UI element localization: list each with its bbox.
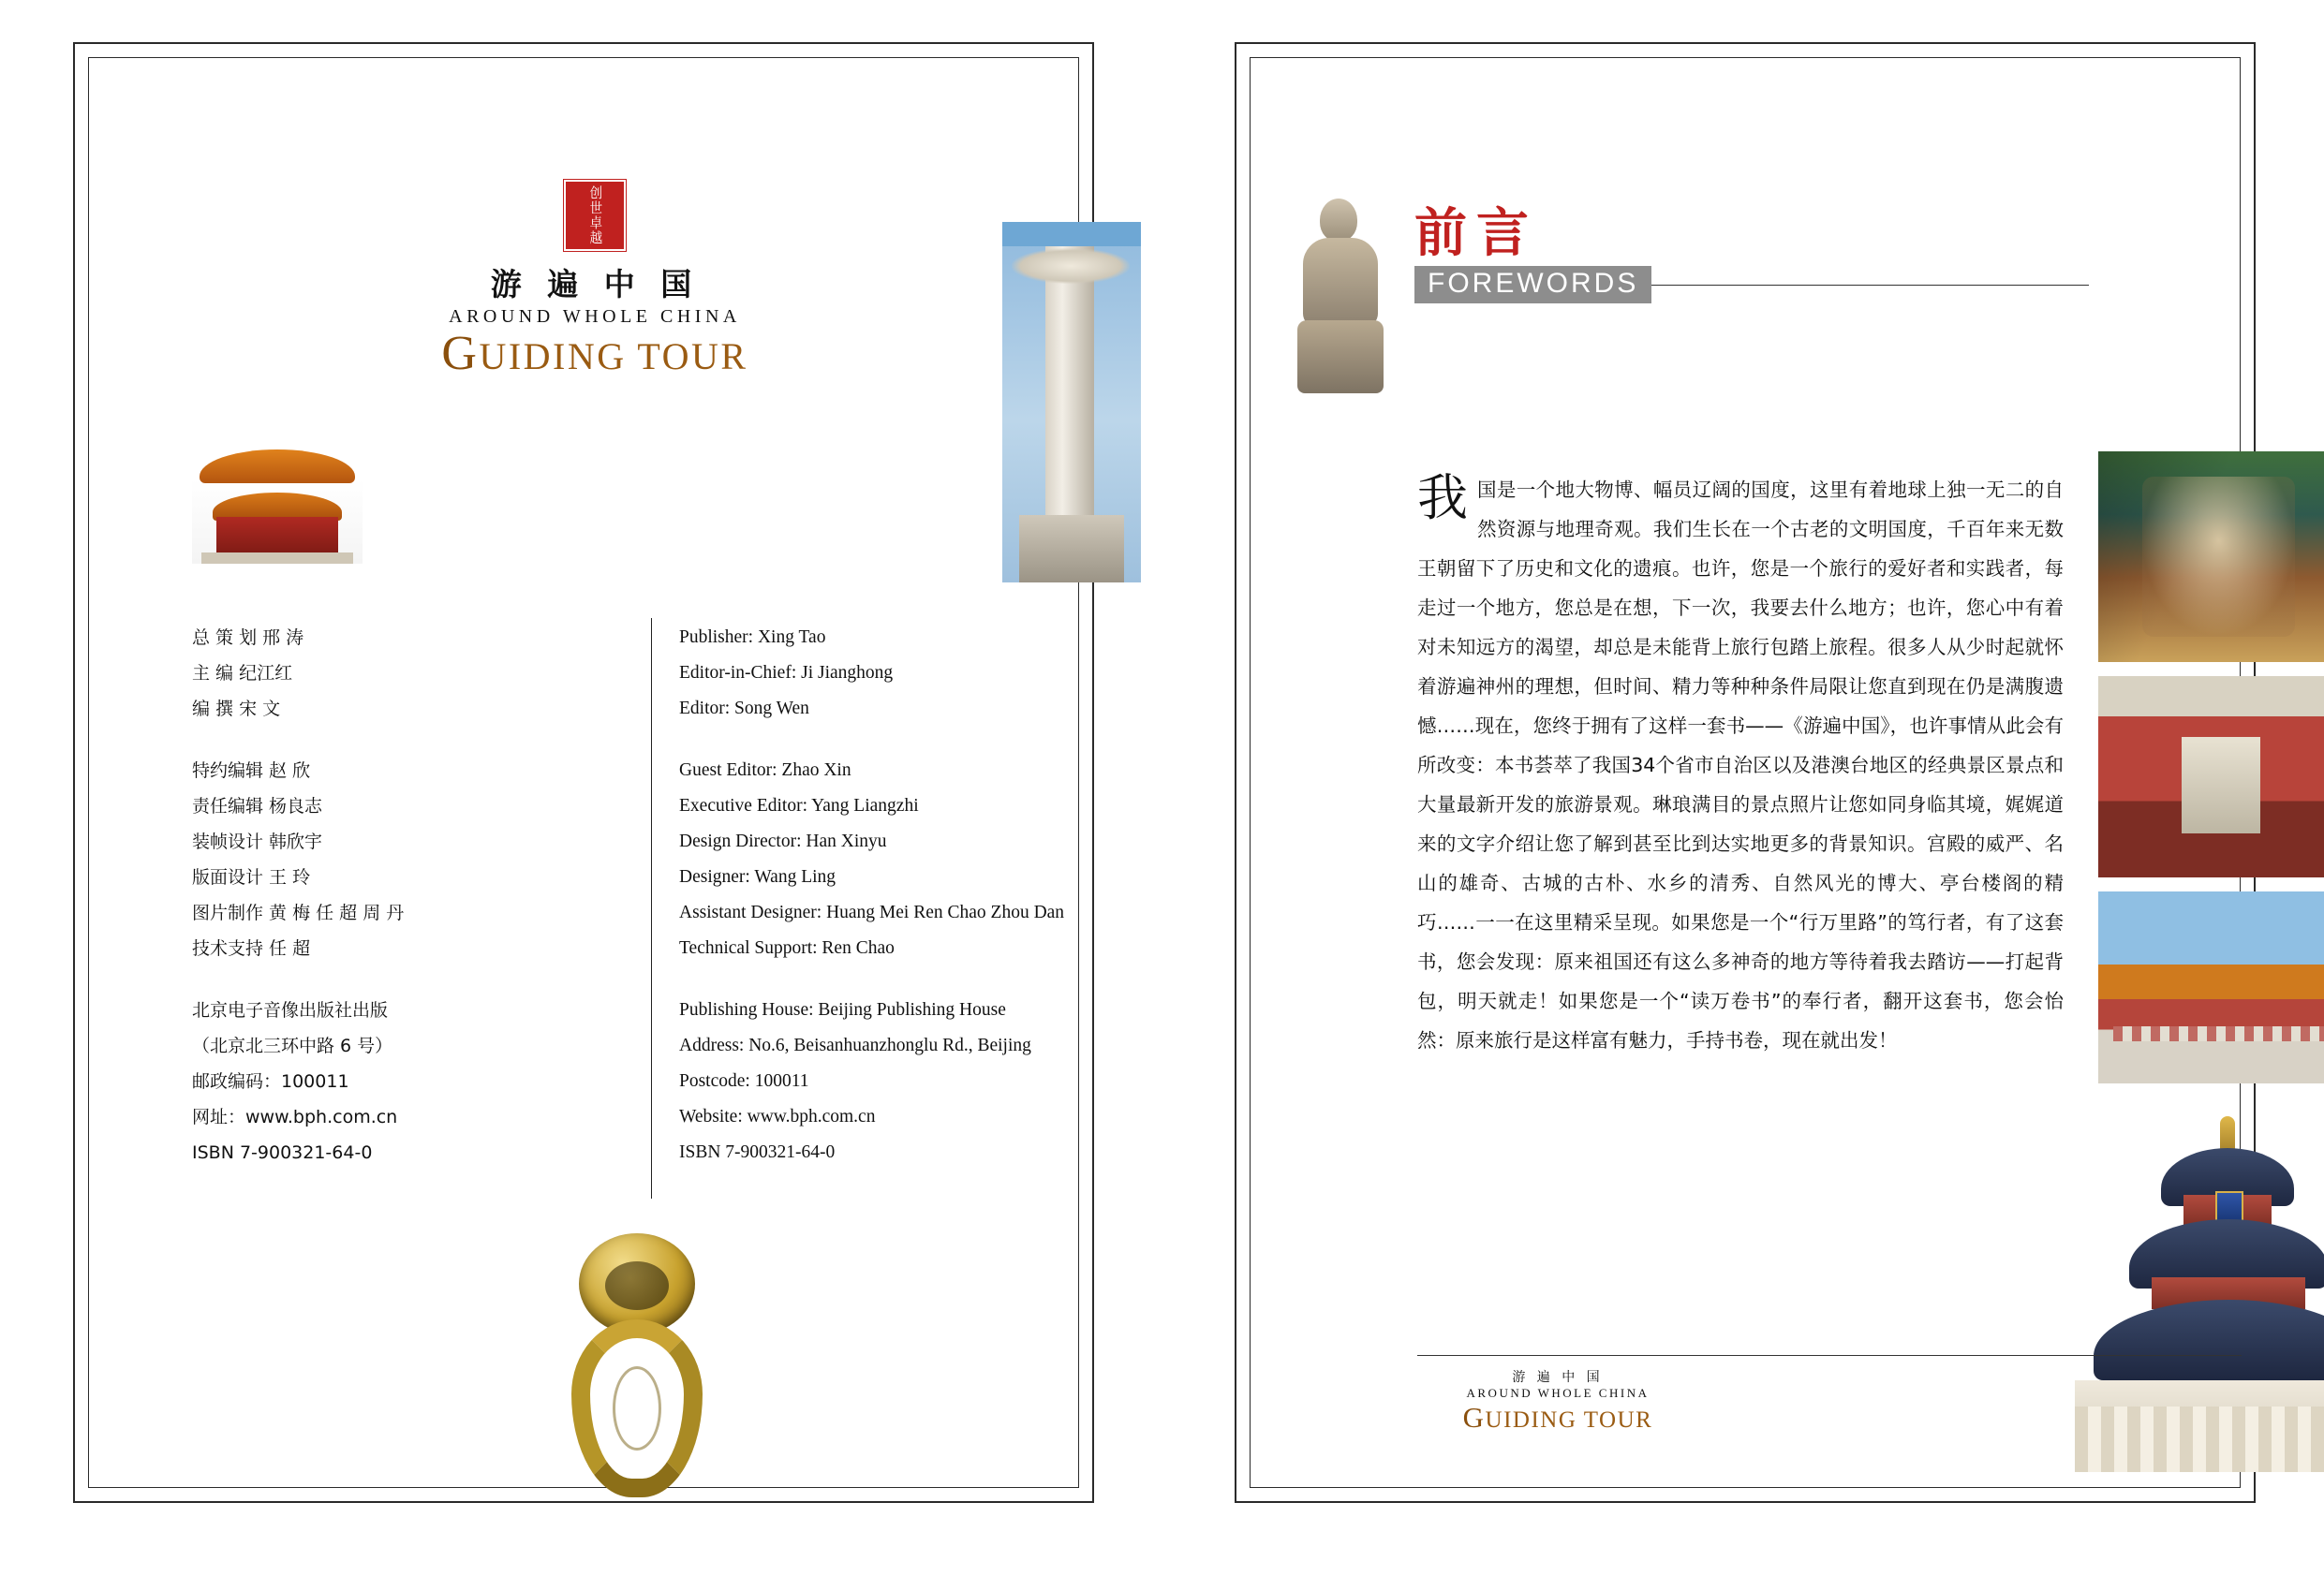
credits-block xyxy=(89,620,1078,1200)
toh-roof-bottom xyxy=(2094,1300,2324,1380)
credit-line: 装帧设计 韩欣宇 xyxy=(192,832,323,852)
credits-en-group-1 xyxy=(679,620,1119,727)
postcode-line: Postcode: 100011 xyxy=(679,1071,809,1091)
terracotta-warrior-photo xyxy=(1288,199,1391,395)
courtyard-photo xyxy=(2098,676,2324,877)
toh-terrace xyxy=(2075,1380,2324,1472)
credits-chinese-column xyxy=(192,620,595,1171)
publisher-line: 北京电子音像出版社出版 xyxy=(192,1000,389,1021)
temple-body xyxy=(216,517,338,556)
credit-line: Executive Editor: Yang Liangzhi xyxy=(679,796,919,816)
page-inner-border-right xyxy=(1250,57,2241,1488)
forewords-heading xyxy=(1414,203,2089,303)
page-inner-border xyxy=(88,57,1079,1488)
book-title-cn: 游 遍 中 国 xyxy=(490,266,700,302)
credit-line: Designer: Wang Ling xyxy=(679,867,836,887)
credit-line: Assistant Designer: Huang Mei Ren Chao Zhou Dan xyxy=(679,903,1065,922)
footer-title-cn: 游 遍 中 国 xyxy=(1512,1370,1604,1385)
footer-rule xyxy=(1417,1355,2242,1356)
credit-line: 总 策 划 邢 涛 xyxy=(192,627,304,648)
huabiao-pillar-photo xyxy=(1002,222,1141,582)
knocker-ring xyxy=(571,1319,703,1497)
temple-of-heaven-photo xyxy=(2075,1116,2324,1491)
mural-photo xyxy=(2098,451,2324,662)
heading-title-en: FOREWORDS xyxy=(1414,266,1651,303)
publisher-line: Publishing House: Beijing Publishing House xyxy=(679,1000,1006,1020)
credit-line: Publisher: Xing Tao xyxy=(679,627,826,647)
palace-photo xyxy=(2098,891,2324,1083)
credits-en-group-2 xyxy=(679,753,1119,966)
website-line: Website: www.bph.com.cn xyxy=(679,1107,876,1127)
heading-title-cn: 前言 xyxy=(1414,203,1538,264)
heading-en-row xyxy=(1414,266,2089,303)
credits-cn-group-3 xyxy=(192,993,595,1171)
warrior-torso xyxy=(1303,238,1378,327)
copyright-page xyxy=(73,42,1094,1503)
address-line: （北京北三环中路 6 号） xyxy=(192,1036,393,1056)
credits-en-group-3 xyxy=(679,993,1119,1171)
credit-line: Guest Editor: Zhao Xin xyxy=(679,760,851,780)
forbidden-city-photo xyxy=(192,423,363,564)
body-drop-cap: 我 xyxy=(1417,468,1468,527)
credit-line: 技术支持 任 超 xyxy=(192,938,311,959)
seal-text: 创世卓越 xyxy=(587,185,603,245)
credit-line: Technical Support: Ren Chao xyxy=(679,938,895,958)
forewords-page xyxy=(1235,42,2256,1503)
credit-line: 特约编辑 赵 欣 xyxy=(192,760,311,781)
pillar-cloud-disc xyxy=(1012,248,1130,284)
footer-title-en xyxy=(1417,1401,1698,1435)
temple-base xyxy=(201,552,353,564)
credit-line: 编 撰 宋 文 xyxy=(192,699,281,719)
book-logo xyxy=(398,180,792,381)
address-line: Address: No.6, Beisanhuanzhonglu Rd., Beijing xyxy=(679,1036,1031,1055)
credit-line: 图片制作 黄 梅 任 超 周 丹 xyxy=(192,903,405,923)
credit-line: Design Director: Han Xinyu xyxy=(679,832,887,851)
forewords-body xyxy=(1417,470,2064,1060)
warrior-legs xyxy=(1297,320,1384,393)
temple-upper-roof xyxy=(200,449,355,483)
footer-rest-letters: UIDING TOUR xyxy=(1485,1407,1653,1433)
door-knocker-photo xyxy=(562,1233,712,1505)
credit-line: Editor-in-Chief: Ji Jianghong xyxy=(679,663,894,683)
warrior-head xyxy=(1320,199,1357,242)
footer-subtitle-en: AROUND WHOLE CHINA xyxy=(1466,1386,1650,1400)
credit-line: 主 编 纪江红 xyxy=(192,663,293,684)
footer-dropcap-letter: G xyxy=(1462,1401,1486,1434)
isbn-line: ISBN 7-900321-64-0 xyxy=(192,1142,373,1163)
credits-english-column xyxy=(679,620,1119,1171)
book-title-en xyxy=(398,326,792,381)
postcode-line: 邮政编码：100011 xyxy=(192,1071,349,1092)
credits-cn-group-2 xyxy=(192,753,595,966)
footer-logo xyxy=(1417,1367,1698,1435)
body-paragraph: 国是一个地大物博、幅员辽阔的国度，这里有着地球上独一无二的自然资源与地理奇观。我们生长在一个古老的文明国度，千百年来无数王朝留下了历史和文化的遗痕。也许，您是一个旅行的爱好者和实践者，每走过一个地方，您总是在想，下一次，我要去什么地方；也许，您心中有着对未知远方的渴望，却总是未能背上旅行包踏上旅程。很多人从少时起就怀着游遍神州的理想，但时间、精力等种种条件局限让您直到现在仍是满腹遗憾……现在，您终于拥有了这样一套书——《游遍中国》，也许事情从此会有所改变：本书荟萃了我国34个省市自治区以及港澳台地区的经典景区景点和大量最新开发的旅游景观。琳琅满目的景点照片让您如同身临其境，娓娓道来的文字介绍让您了解到甚至比到达实地更多的背景知识。宫殿的威严、名山的雄奇、古城的古朴、水乡的清秀、自然风光的博大、亭台楼阁的精巧……一一在这里精采呈现。如果您是一个“行万里路”的笃行者，有了这套书，您会发现：原来祖国还有这么多神奇的地方等待着我去踏访——打起背包，明天就走！如果您是一个“读万卷书”的奉行者，翻开这套书，您会怡然：原来旅行是这样富有魅力，手持书卷，现在就出发！ xyxy=(1417,479,2064,1052)
website-line: 网址：www.bph.com.cn xyxy=(192,1107,398,1127)
isbn-line: ISBN 7-900321-64-0 xyxy=(679,1142,836,1162)
title-rest-letters: UIDING TOUR xyxy=(479,335,748,377)
credit-line: 责任编辑 杨良志 xyxy=(192,796,323,817)
credit-line: 版面设计 王 玲 xyxy=(192,867,311,888)
book-subtitle-en: AROUND WHOLE CHINA xyxy=(449,306,741,327)
pillar-sky xyxy=(1002,222,1141,246)
title-dropcap-letter: G xyxy=(441,327,480,380)
credits-cn-group-1 xyxy=(192,620,595,727)
publisher-seal-icon xyxy=(564,180,626,251)
heading-rule xyxy=(1651,285,2089,286)
credit-line: Editor: Song Wen xyxy=(679,699,809,718)
